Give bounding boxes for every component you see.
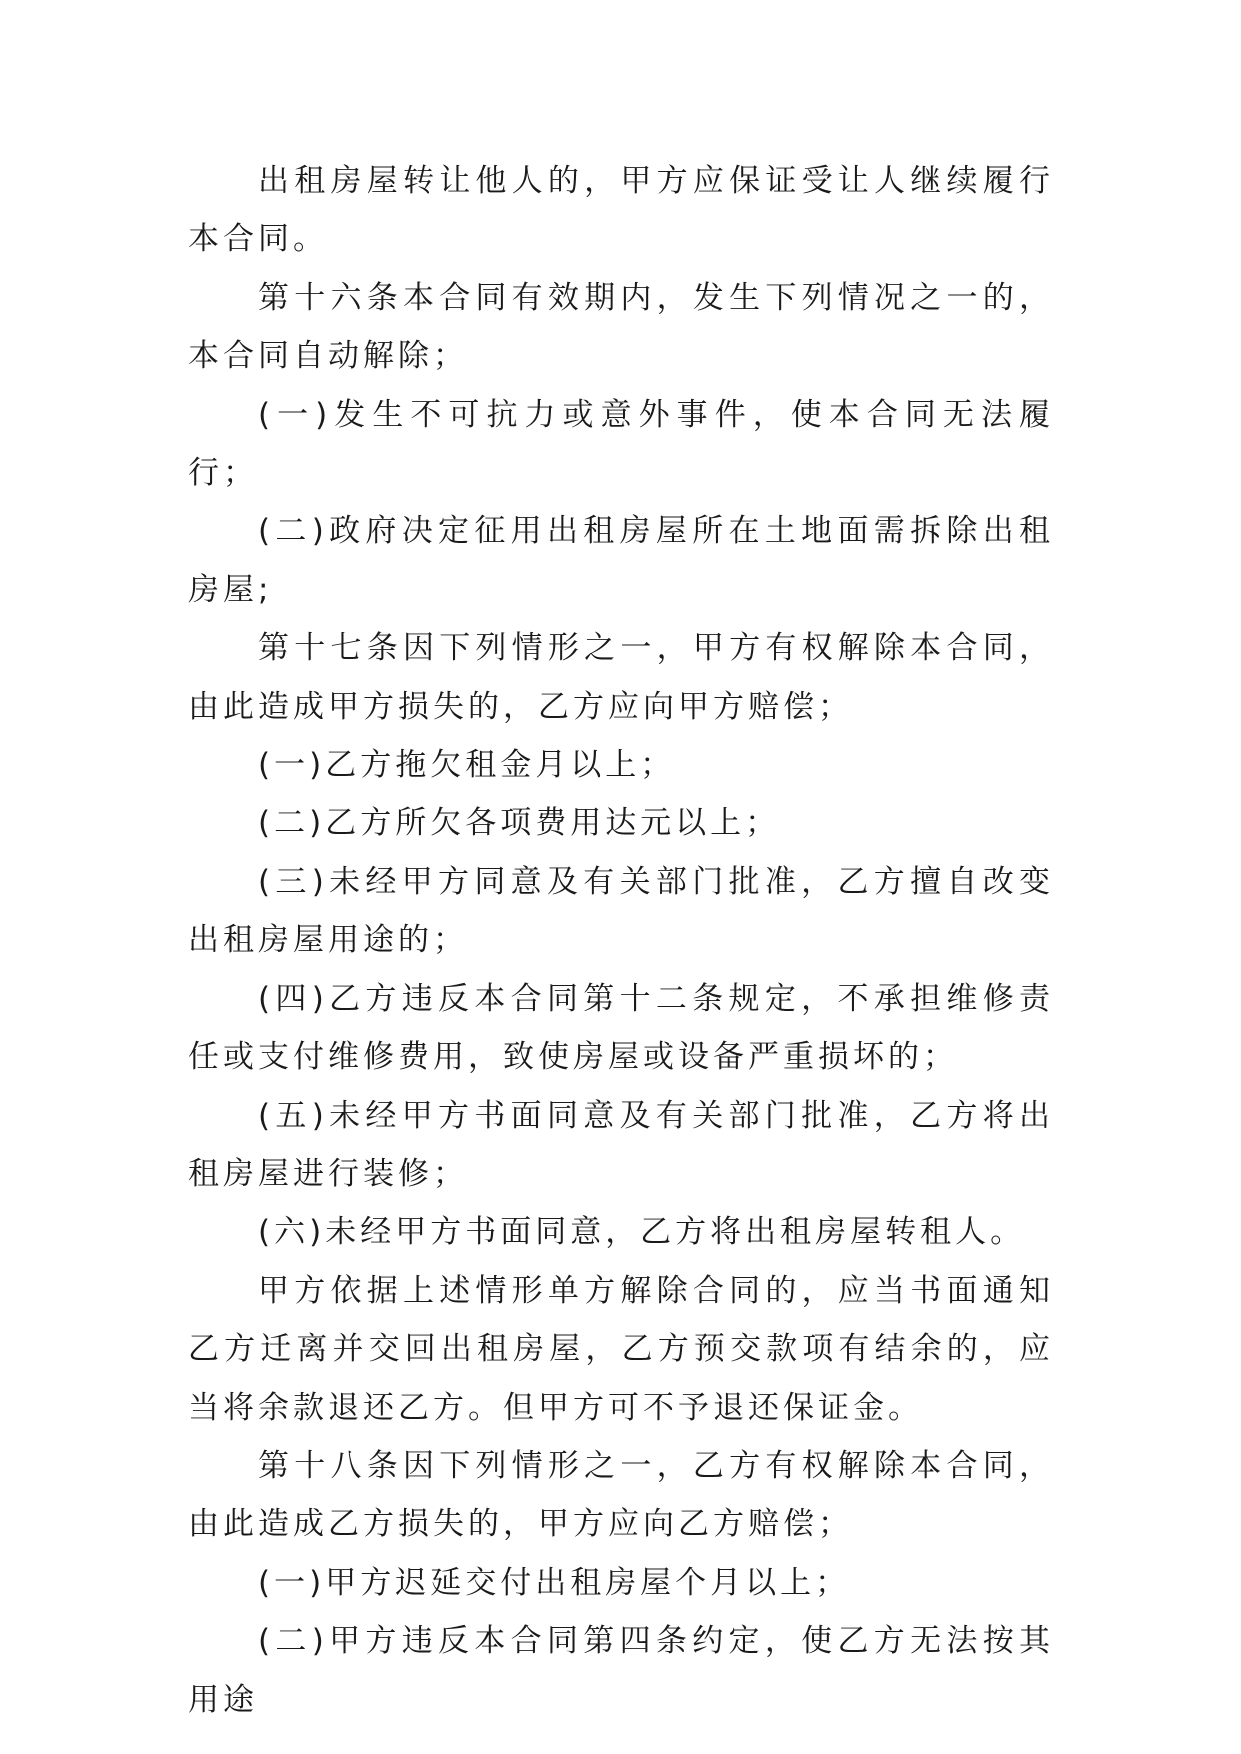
- paragraph-article-17-item-6: (六)未经甲方书面同意，乙方将出租房屋转租人。: [258, 1214, 1026, 1251]
- paragraph-article-16-item-2: (二)政府决定征用出租房屋所在土地面需拆除出租房屋;: [188, 513, 1054, 608]
- paragraph-article-18: 第十八条因下列情形之一，乙方有权解除本合同，由此造成乙方损失的，甲方应向乙方赔偿；: [188, 1447, 1054, 1543]
- paragraph-article-18-item-2: (二)甲方违反本合同第四条约定，使乙方无法按其用途: [188, 1623, 1054, 1718]
- paragraph-article-17-item-1: (一)乙方拖欠租金月以上；: [258, 747, 676, 784]
- document-body: [188, 152, 1054, 1729]
- paragraph-article-16: 第十六条本合同有效期内，发生下列情况之一的，本合同自动解除；: [188, 279, 1054, 375]
- paragraph-article-17-item-5: (五)未经甲方书面同意及有关部门批准，乙方将出租房屋进行装修；: [188, 1097, 1054, 1192]
- paragraph-article-18-item-1: (一)甲方迟延交付出租房屋个月以上；: [258, 1564, 851, 1601]
- paragraph-transfer-clause: 出租房屋转让他人的，甲方应保证受让人继续履行本合同。: [188, 163, 1054, 258]
- paragraph-article-17-item-2: (二)乙方所欠各项费用达元以上；: [258, 805, 781, 842]
- paragraph-article-17-item-3: (三)未经甲方同意及有关部门批准，乙方擅自改变出租房屋用途的；: [188, 863, 1054, 959]
- paragraph-termination-notice: 甲方依据上述情形单方解除合同的，应当书面通知乙方迁离并交回出租房屋，乙方预交款项有结余的，应当将余款退还乙方。但甲方可不予退还保证金。: [188, 1272, 1054, 1426]
- paragraph-article-17: 第十七条因下列情形之一，甲方有权解除本合同，由此造成甲方损失的，乙方应向甲方赔偿；: [188, 630, 1054, 725]
- paragraph-article-16-item-1: (一)发生不可抗力或意外事件，使本合同无法履行；: [188, 396, 1054, 492]
- paragraph-article-17-item-4: (四)乙方违反本合同第十二条规定，不承担维修责任或支付维修费用，致使房屋或设备严重损坏的；: [188, 980, 1054, 1076]
